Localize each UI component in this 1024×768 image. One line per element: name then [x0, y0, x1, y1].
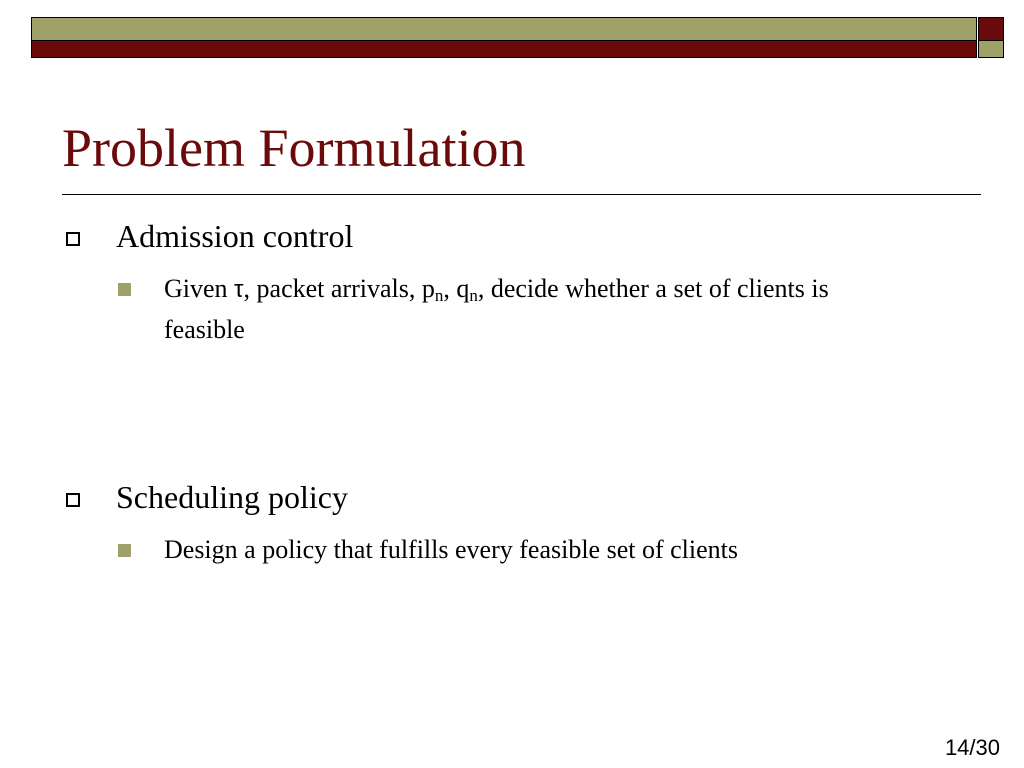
sub-bullet-admission-detail — [164, 269, 854, 350]
banner-maroon-stripe — [31, 41, 977, 58]
banner-corner-olive-block — [978, 41, 1004, 58]
page-number: 14/30 — [944, 735, 1000, 760]
banner-corner-maroon-block — [978, 17, 1004, 41]
text-run: Given — [164, 274, 235, 303]
bullet-admission-control: Admission control — [116, 218, 354, 254]
banner-olive-stripe — [31, 17, 977, 41]
text-run: , q — [443, 274, 470, 303]
hollow-square-bullet-icon — [66, 493, 80, 507]
sub-bullet-scheduling-detail: Design a policy that fulfills every feasible set of clients — [164, 535, 738, 564]
subscript-n: n — [469, 286, 478, 305]
title-divider — [62, 194, 981, 195]
filled-square-bullet-icon — [118, 283, 131, 296]
subscript-n: n — [434, 286, 444, 305]
filled-square-bullet-icon — [118, 544, 131, 557]
bullet-scheduling-policy: Scheduling policy — [116, 479, 348, 515]
text-run: , packet arrivals, p — [243, 274, 435, 303]
slide-title: Problem Formulation — [62, 118, 526, 178]
hollow-square-bullet-icon — [66, 232, 80, 246]
text-run: , decide whether a set of clients is feasible — [164, 274, 829, 344]
tau-symbol: τ — [234, 276, 244, 303]
